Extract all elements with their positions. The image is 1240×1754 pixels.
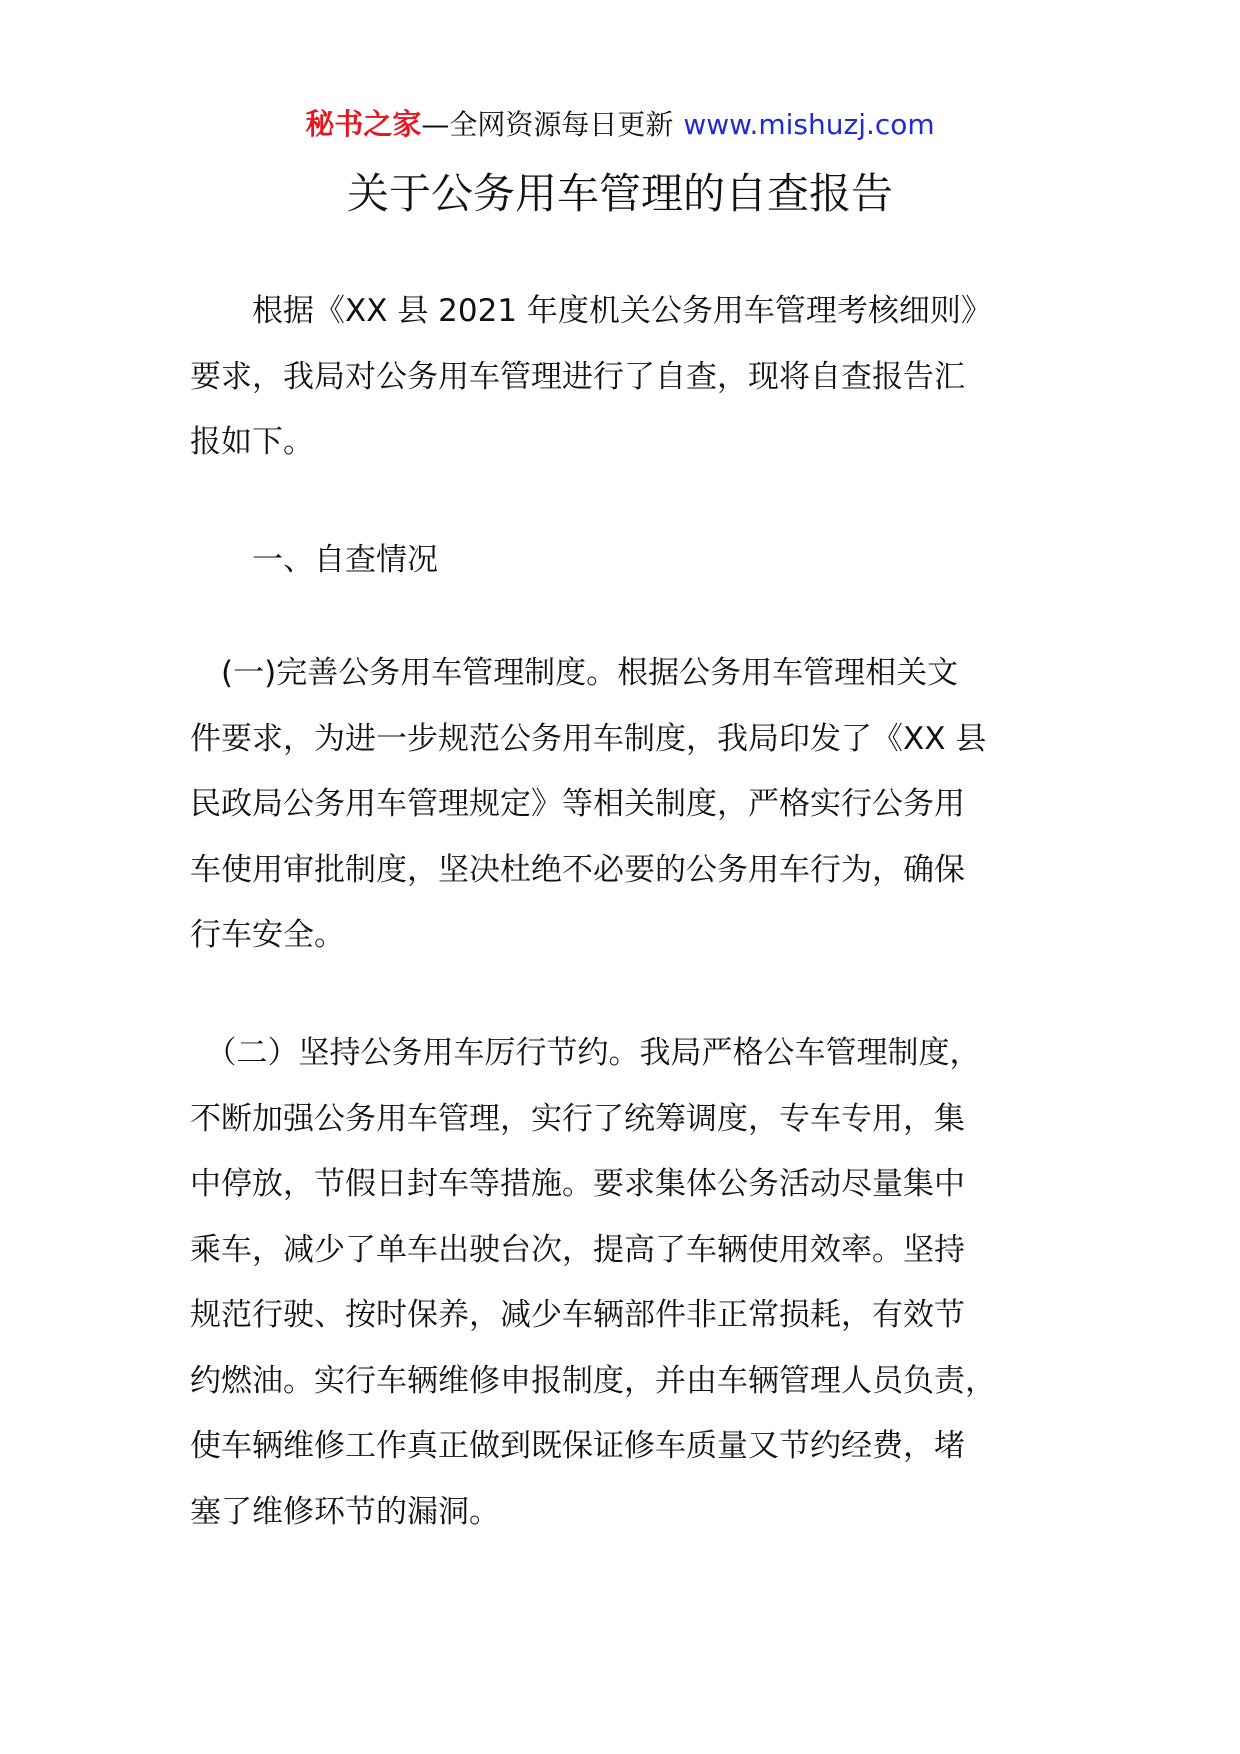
text-line: 根据《XX 县 2021 年度机关公务用车管理考核细则》 <box>190 293 992 329</box>
text-line: 使车辆维修工作真正做到既保证修车质量又节约经费，堵 <box>190 1428 965 1464</box>
site-brand: 秘书之家 <box>305 107 422 141</box>
section-two-paragraph <box>190 1021 1070 1545</box>
section-heading-text: 一、自查情况 <box>190 542 438 578</box>
text-line: 约燃油。实行车辆维修申报制度，并由车辆管理人员负责， <box>190 1362 996 1399</box>
document-title: 关于公务用车管理的自查报告 <box>346 169 893 218</box>
text-line: 要求，我局对公务用车管理进行了自查，现将自查报告汇 <box>190 358 965 395</box>
site-header <box>0 104 1240 145</box>
text-line: 不断加强公务用车管理，实行了统筹调度，专车专用，集 <box>190 1100 965 1137</box>
site-url-link[interactable]: www.mishuzj.com <box>683 108 935 141</box>
text-line: 件要求，为进一步规范公务用车制度，我局印发了《XX 县 <box>190 720 987 757</box>
text-line: 塞了维修环节的漏洞。 <box>190 1493 500 1530</box>
text-line: （二）坚持公务用车厉行节约。我局严格公车管理制度， <box>190 1035 981 1071</box>
site-slogan: —全网资源每日更新 <box>421 108 674 141</box>
section-heading <box>190 528 1070 594</box>
text-line: 报如下。 <box>190 424 314 460</box>
text-line: 中停放，节假日封车等措施。要求集体公务活动尽量集中 <box>190 1166 965 1202</box>
text-line: 行车安全。 <box>190 917 345 953</box>
text-line: 民政局公务用车管理规定》等相关制度，严格实行公务用 <box>190 786 965 822</box>
intro-paragraph <box>190 279 1070 476</box>
text-line: 规范行驶、按时保养，减少车辆部件非正常损耗，有效节 <box>190 1297 965 1333</box>
text-line: 车使用审批制度，坚决杜绝不必要的公务用车行为，确保 <box>190 851 965 888</box>
text-line: 乘车，减少了单车出驶台次，提高了车辆使用效率。坚持 <box>190 1231 965 1268</box>
text-line: (一)完善公务用车管理制度。根据公务用车管理相关文 <box>190 655 959 691</box>
section-one-paragraph <box>190 641 1070 969</box>
